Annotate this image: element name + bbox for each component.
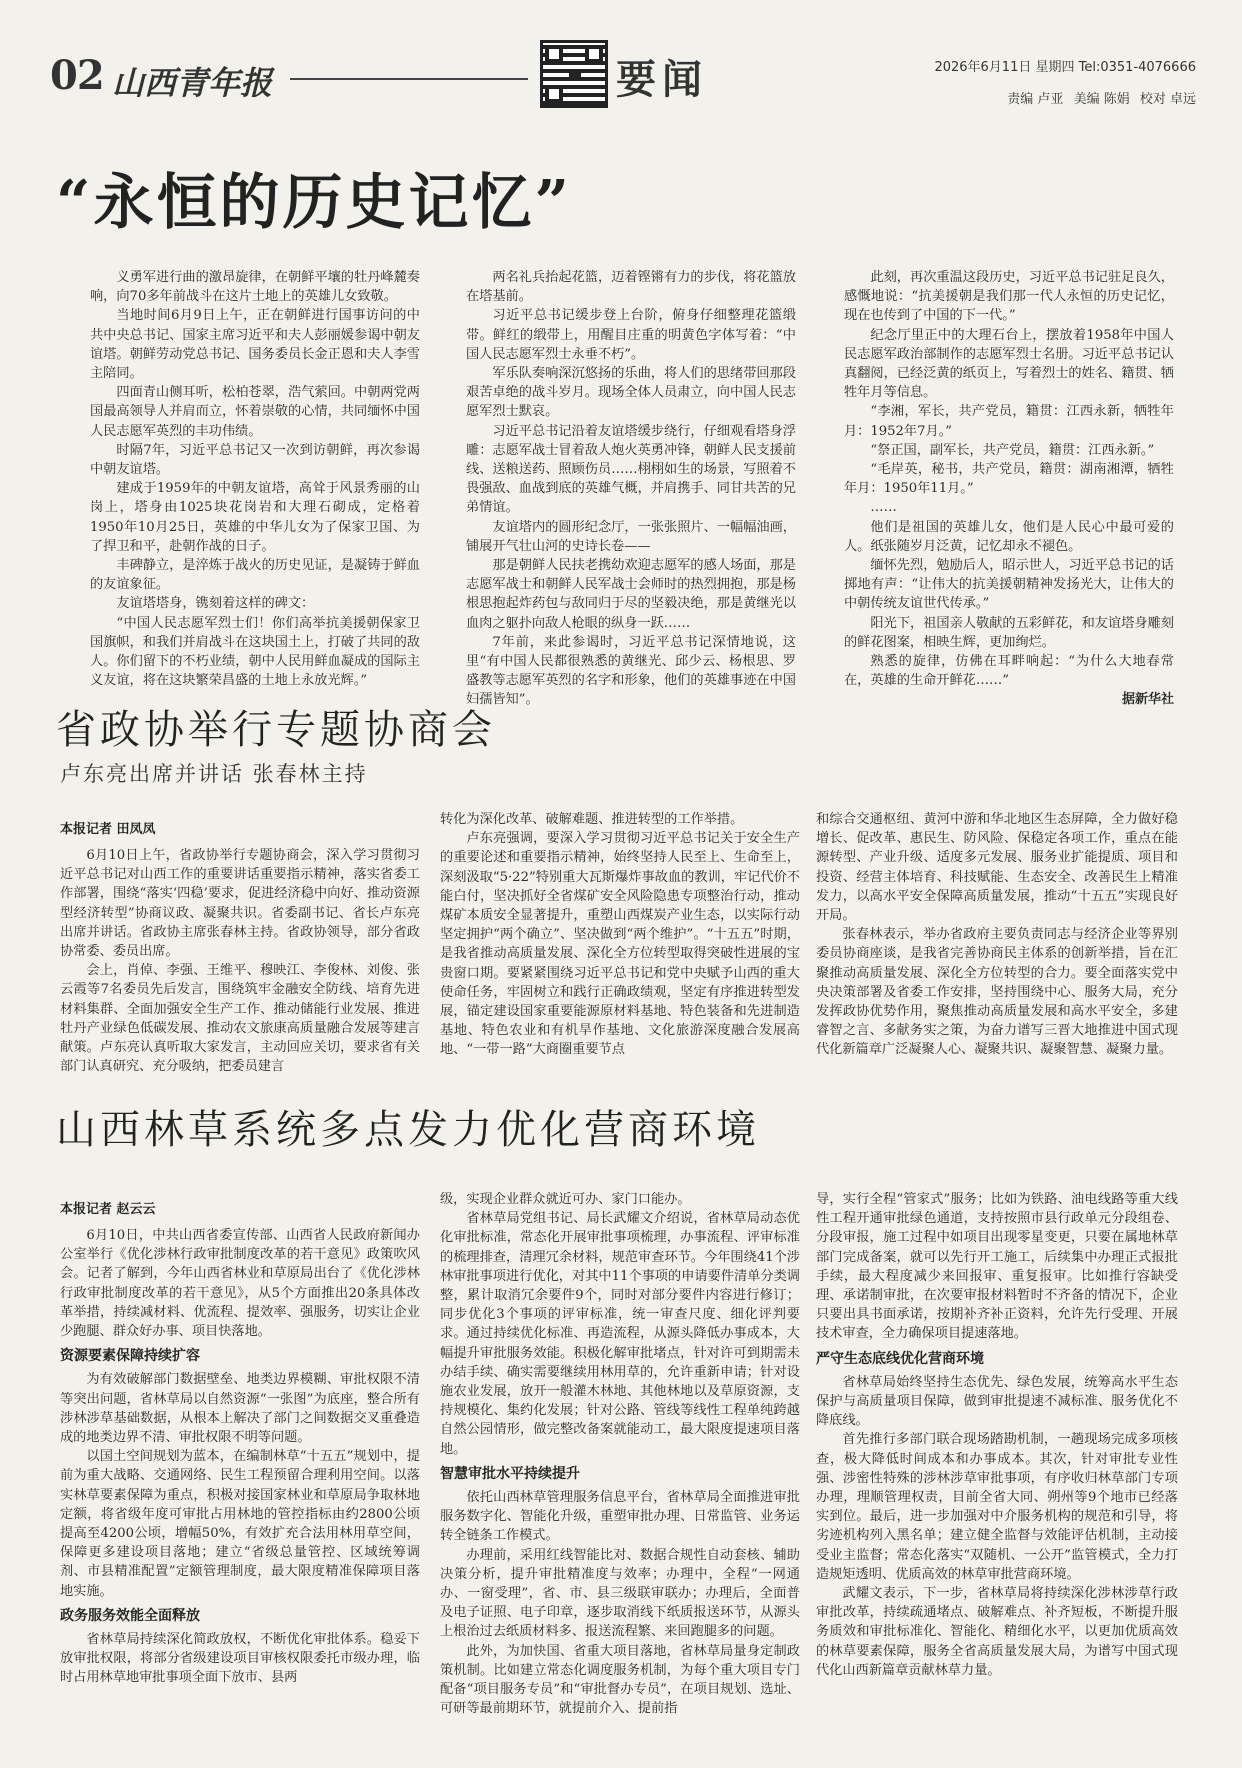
paragraph: 和综合交通枢纽、黄河中游和华北地区生态屏障，全力做好稳增长、促改革、惠民生、防风险、保稳定各项工作，重点在能源转型、产业升级、适度多元发展、服务业扩能提质、项目和投资、经营主体培育、科技赋能、生态安全、改善民生上精准发力，以高水平安全保障高质量发展，推动“十五五”实现良好开局。 <box>816 812 1178 924</box>
article-column <box>90 268 420 688</box>
paragraph: 导，实行全程“管家式”服务；比如为铁路、油电线路等重大线性工程开通审批绿色通道，支持按照市县行政单元分段组卷、分段审报，施工过程中如项目出现零星变更，只要在属地林草部门完成备案，就可以先行开工施工，后续集中办理正式报批手续，最大程度减少来回报审、重复报审。比如推行容缺受理、承诺制审批，在次要审报材料暂时不齐备的情况下，企业只要出具书面承诺，按期补齐补正资料，允许先行受理、开展技术审查，全力确保项目提速落地。 <box>816 1192 1178 1342</box>
paragraph: 丰碑静立，是淬炼于战火的历史见证，是凝铸于鲜血的友谊象征。 <box>90 558 420 593</box>
editor-credits <box>1001 88 1196 107</box>
paragraph: 此外，为加快国、省重大项目落地，省林草局量身定制政策机制。比如建立常态化调度服务机制，为每个重大项目专门配备“项目服务专员”和“审批督办专员”，在项目规划、选址、可研等最前期环节，就提前介入、提前指 <box>440 1643 800 1717</box>
article-headline[interactable]: 省政协举行专题协商会 <box>56 707 496 753</box>
paragraph: 张春林表示，举办省政府主要负责同志与经济企业等界别委员协商座谈，是我省完善协商民主体系的创新举措，旨在汇聚推动高质量发展、深化全方位转型的合力。要全面落实党中央决策部署及省委工作安排，坚持围绕中心、服务大局，充分发挥政协优势作用，聚焦推动高质量发展和高水平安全，多建睿智之言、多献务实之策，为奋力谱写三晋大地推进中国式现代化新篇章广泛凝聚人心、凝聚共识、凝聚智慧、凝聚力量。 <box>816 927 1178 1058</box>
paragraph: 首先推行多部门联合现场踏勘机制，一趟现场完成多项核查，极大降低时间成本和办事成本。其次，针对审批专业性强、涉密性特殊的涉林涉草审批事项，有序收归林草部门专项办理，理顺管理权责，目前全省大同、朔州等9个地市已经落实到位。最后，进一步加强对中介服务机构的规范和引导，将劣迹机构列入黑名单；建立健全监督与效能评估机制，主动接受业主监督；常态化落实“双随机、一公开”监管模式，全力打造规矩透明、优质高效的林草审批营商环境。 <box>816 1432 1178 1582</box>
article-headline[interactable]: “永恒的历史记忆” <box>56 168 573 238</box>
article-column <box>440 1190 800 1726</box>
paragraph: 以国土空间规划为蓝本，在编制林草“十五五”规划中，提前为重大战略、交通网络、民生工程预留合理利用空间。以落实林草要素保障为重点，积极对接国家林业和草原局争取林地定额，将省级年度可审批占用林地的管控指标由约2800公顷提高至4200公顷，增幅50%，有效扩充合法用林用草空间，保障更多建设项目落地；建立“省级总量管控、区域统筹调剂、市县精准配置”定额管理制度，最大限度精准保障项目落地实施。 <box>60 1449 420 1599</box>
paragraph: 义勇军进行曲的激昂旋律，在朝鲜平壤的牡丹峰麓奏响，向70多年前战斗在这片土地上的英雄儿女致敬。 <box>90 270 420 305</box>
paragraph: 卢东亮强调，要深入学习贯彻习近平总书记关于安全生产的重要论述和重要指示精神，始终坚持人民至上、生命至上，深刻汲取“5·22”特别重大瓦斯爆炸事故血的教训，牢记代价不能白付，坚决抓好全省煤矿安全风险隐患专项整治行动，推动煤矿本质安全显著提升，重塑山西煤炭产业生态，以实际行动坚定拥护“两个确立”、坚决做到“两个维护”。“十五五”时期，是我省推动高质量发展、深化全方位转型取得突破性进展的宝贵窗口期。要紧紧围绕习近平总书记和党中央赋予山西的重大使命任务，牢固树立和践行正确政绩观，坚定有序推进转型发展，锚定建设国家重要能源原材料基地、特色装备和先进制造基地、特色农业和有机旱作基地、文化旅游深度融合发展高地、“一带一路”大商圈重要节点 <box>440 831 800 1058</box>
article-column <box>816 1190 1178 1726</box>
paragraph: 会上，肖倬、李强、王维平、穆映江、李俊林、刘俊、张云霞等7名委员先后发言，围绕筑牢金融安全防线、培育先进材料集群、全面加强安全生产工作、推动储能行业发展、推进牡丹产业绿色低碳发展、推动农文旅康高质量融合发展等建言献策。卢东亮认真听取大家发言，主动回应关切，要求省有关部门认真研究、充分吸纳，把委员建言 <box>60 963 420 1075</box>
paragraph: 办理前，采用红线智能比对、数据合规性自动套核、辅助决策分析，提升审批精准度与效率；办理中，全程“一网通办、一窗受理”，省、市、县三级联审联办；办理后，全面普及电子证照、电子印章，逐步取消线下纸质报送环节，从源头上根治过去纸质材料多、报送流程繁、来回跑腿多的问题。 <box>440 1547 800 1640</box>
paragraph: 阳光下，祖国亲人敬献的五彩鲜花，和友谊塔身雕刻的鲜花图案，相映生辉，更加绚烂。 <box>844 615 1174 650</box>
article-column <box>60 846 420 1075</box>
paragraph: 四面青山侧耳听，松柏苍翠，浩气萦回。中朝两党两国最高领导人并肩而立，怀着崇敬的心情，共同缅怀中国人民志愿军英烈的丰功伟绩。 <box>90 385 420 439</box>
paragraph: 此刻，再次重温这段历史，习近平总书记驻足良久，感慨地说：“抗美援朝是我们那一代人永恒的历史记忆，现在也传到了中国的下一代。” <box>844 270 1174 324</box>
paragraph: “中国人民志愿军烈士们！你们高举抗美援朝保家卫国旗帜，和我们并肩战斗在这块国土上，打破了共同的敌人。你们留下的不朽业绩，朝中人民用鲜血凝成的国际主义友谊，将在这块繁荣昌盛的土地上永放光辉。” <box>90 615 420 689</box>
article-column <box>440 810 800 1062</box>
article-subtitle: 卢东亮出席并讲话 张春林主持 <box>60 762 368 786</box>
paragraph: 7年前，来此参谒时，习近平总书记深情地说，这里“有中国人民都很熟悉的黄继光、邱少云、杨根思、罗盛教等志愿军英烈的名字和形象，他们的英雄事迹在中国妇孺皆知”。 <box>466 634 796 708</box>
paragraph: …… <box>870 500 897 516</box>
paragraph: “毛岸英，秘书，共产党员，籍贯：湖南湘潭，牺牲年月：1950年11月。” <box>844 462 1174 497</box>
paragraph: 省林草局党组书记、局长武耀文介绍说，省林草局动态优化审批标准，常态化开展审批事项梳理，办事流程、评审标准的梳理排查，清理冗余材料，规范审查环节。今年围绕41个涉林审批事项进行优化，对其中11个事项的申请要件清单分类调整，累计取消冗余要件9个，同时对部分要件内容进行修订；同步优化3个事项的评审标准，统一审查尺度、细化评判要求。通过持续优化标准、再造流程，从源头降低办事成本，大幅提升审批服务效能。积极化解审批堵点，针对许可到期需未办结手续、确实需要继续用林用草的，允许重新申请；针对设施农业发展，放开一般灌木林地、其他林地以及草原资源，支持规模化、集约化发展；针对公路、管线等线性工程单纯跨越自然公园情形，做完整改备案就能动工，最大限度提速项目落地。 <box>440 1211 800 1457</box>
article-column <box>60 1226 420 1726</box>
paragraph: 省林草局持续深化简政放权，不断优化审批体系。稳妥下放审批权限，将部分省级建设项目审核权限委托市级办理，临时占用林草地审批事项全面下放市、县两 <box>60 1632 420 1686</box>
paragraph: 习近平总书记沿着友谊塔缓步绕行，仔细观看塔身浮雕：志愿军战士冒着敌人炮火英勇冲锋，朝鲜人民支援前线、送粮送药、照顾伤员……栩栩如生的场景，写照着不畏强敌、血战到底的英雄气概，并肩携手、同甘共苦的兄弟情谊。 <box>466 423 796 516</box>
editor-credit: 美编 陈娟 <box>1073 92 1130 107</box>
paragraph: 两名礼兵抬起花篮，迈着铿锵有力的步伐，将花篮放在塔基前。 <box>466 270 796 305</box>
paper-logo: 山西青年报 <box>112 64 273 102</box>
article-column <box>466 268 796 708</box>
paragraph: 武耀文表示，下一步，省林草局将持续深化涉林涉草行政审批改革，持续疏通堵点、破解难点、补齐短板，不断提升服务质效和审批标准化、智能化、精细化水平，以更加优质高效的林草要素保障，服务全省高质量发展大局，为谱写中国式现代化山西新篇章贡献林草力量。 <box>816 1586 1178 1678</box>
paragraph: 级，实现企业群众就近可办、家门口能办。 <box>440 1192 691 1207</box>
article-column <box>816 810 1178 1062</box>
byline: 本报记者 赵云云 <box>60 1202 156 1217</box>
section-title: 要闻 <box>616 56 708 103</box>
paragraph: 建成于1959年的中朝友谊塔，高耸于风景秀丽的山岗上，塔身由1025块花岗岩和大理石砌成，定格着1950年10月25日，英雄的中华儿女为了保家卫国、为了捍卫和平，赴朝作战的日子。 <box>90 481 420 554</box>
masthead-rule <box>290 78 528 80</box>
paragraph: 纪念厅里正中的大理石台上，摆放着1958年中国人民志愿军政治部制作的志愿军烈士名册。习近平总书记认真翻阅，已经泛黄的纸页上，写着烈士的姓名、籍贯、牺牲年月等信息。 <box>844 327 1174 401</box>
article-column <box>844 268 1174 708</box>
paragraph: 转化为深化改革、破解难题、推进转型的工作举措。 <box>440 812 744 827</box>
paragraph: 为有效破解部门数据壁垒、地类边界模糊、审批权限不清等突出问题，省林草局以自然资源“一张图”为底座，整合所有涉林涉草基础数据，从根本上解决了部门之间数据交叉重叠造成的地类边界不清、审批权限不明等问题。 <box>60 1372 420 1446</box>
paragraph: 友谊塔内的圆形纪念厅，一张张照片、一幅幅油画，铺展开气壮山河的史诗长卷—— <box>466 519 796 554</box>
paragraph: 习近平总书记缓步登上台阶，俯身仔细整理花篮缎带。鲜红的缎带上，用醒目庄重的明黄色字体写着：“中国人民志愿军烈士永垂不朽”。 <box>466 308 796 362</box>
date-line: 2026年6月11日 星期四 Tel:0351-4076666 <box>934 60 1196 75</box>
section-heading: 政务服务效能全面释放 <box>60 1607 200 1624</box>
section-heading: 资源要素保障持续扩容 <box>60 1348 200 1365</box>
editor-credit: 校对 卓远 <box>1139 92 1196 107</box>
section-heading: 严守生态底线优化营商环境 <box>816 1350 984 1367</box>
paragraph: “祭正国，副军长，共产党员，籍贯：江西永新。” <box>870 442 1155 458</box>
paragraph: 那是朝鲜人民扶老携幼欢迎志愿军的感人场面，那是志愿军战士和朝鲜人民军战士会师时的热烈拥抱，那是杨根思抱起炸药包与敌同归于尽的坚毅决绝，那是黄继光以血肉之躯扑向敌人枪眼的纵身一跃…… <box>466 558 796 631</box>
masthead <box>50 40 1196 122</box>
paragraph: 军乐队奏响深沉悠扬的乐曲，将人们的思绪带回那段艰苦卓绝的战斗岁月。现场全体人员肃立，向中国人民志愿军烈士默哀。 <box>466 366 796 420</box>
qr-code-icon[interactable] <box>540 40 608 108</box>
byline: 本报记者 田凤凤 <box>60 822 156 837</box>
paragraph: 6月10日，中共山西省委宣传部、山西省人民政府新闻办公室举行《优化涉林行政审批制度改革的若干意见》政策吹风会。记者了解到，今年山西省林业和草原局出台了《优化涉林行政审批制度改革的若干意见》，从5个方面推出20条具体改革举措，持续减材料、优流程、提效率、强服务，切实让企业少跑腿、群众好办事、项目快落地。 <box>60 1228 420 1340</box>
paragraph: 6月10日上午，省政协举行专题协商会，深入学习贯彻习近平总书记对山西工作的重要讲话重要指示精神，落实省委工作部署，围绕“落实‘四稳’要求，促进经济稳中向好、推动资源型经济转型”协商议政、凝聚共识。省委副书记、省长卢东亮出席并讲话。省政协主席张春林主持。省政协领导，部分省政协常委、委员出席。 <box>60 848 420 960</box>
paragraph: 缅怀先烈，勉励后人，昭示世人，习近平总书记的话掷地有声：“让伟大的抗美援朝精神发扬光大，让伟大的中朝传统友谊世代传承。” <box>844 558 1174 612</box>
editor-credit: 责编 卢亚 <box>1007 92 1064 107</box>
paragraph: 他们是祖国的英雄儿女，他们是人民心中最可爱的人。纸张随岁月泛黄，记忆却永不褪色。 <box>844 519 1174 554</box>
section-heading: 智慧审批水平持续提升 <box>440 1465 580 1482</box>
paragraph: 时隔7年，习近平总书记又一次到访朝鲜，再次参谒中朝友谊塔。 <box>90 442 420 478</box>
article-headline[interactable]: 山西林草系统多点发力优化营商环境 <box>56 1107 760 1153</box>
paragraph: 依托山西林草管理服务信息平台，省林草局全面推进审批服务数字化、智能化升级，重塑审批办理、日常监管、业务运转全链条工作模式。 <box>440 1490 800 1544</box>
paragraph: 熟悉的旋律，仿佛在耳畔响起：“为什么大地春常在，英雄的生命开鲜花……” <box>844 654 1174 689</box>
paragraph: 当地时间6月9日上午，正在朝鲜进行国事访问的中共中央总书记、国家主席习近平和夫人彭丽媛参谒中朝友谊塔。朝鲜劳动党总书记、国务委员长金正恩和夫人李雪主陪同。 <box>90 308 420 382</box>
page-number: 02 <box>50 52 104 99</box>
paragraph: 省林草局始终坚持生态优先、绿色发展，统筹高水平生态保护与高质量项目保障，做到审批提速不减标准、服务优化不降底线。 <box>816 1374 1178 1429</box>
paragraph: 友谊塔塔身，镌刻着这样的碑文： <box>116 596 315 612</box>
paragraph: “李湘，军长，共产党员，籍贯：江西永新，牺牲年月：1952年7月。” <box>844 404 1174 439</box>
source-credit: 据新华社 <box>1121 692 1174 708</box>
